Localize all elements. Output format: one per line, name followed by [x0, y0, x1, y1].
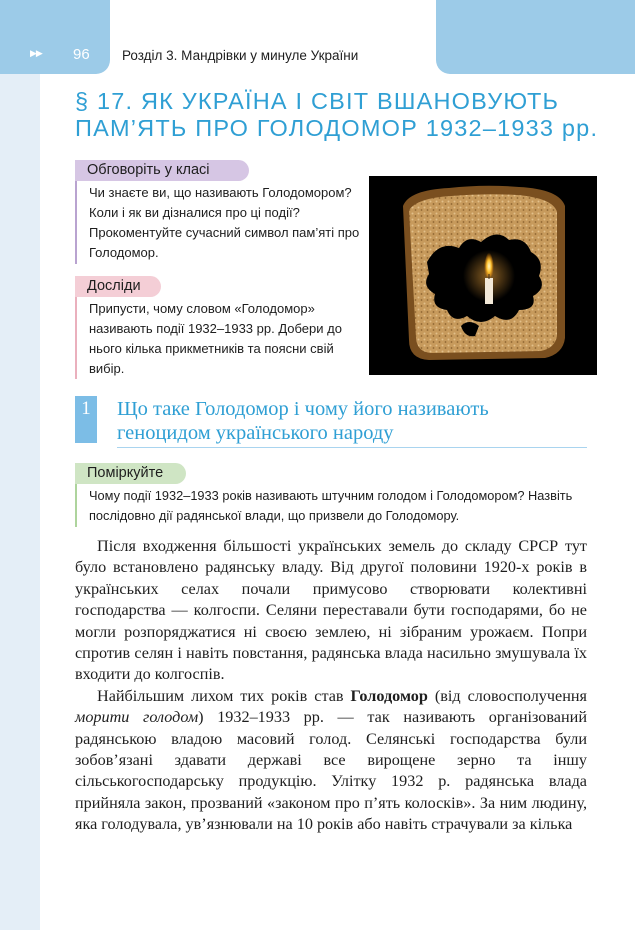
think-box [75, 484, 629, 527]
header-decoration-tab [436, 0, 635, 74]
body-p2-part-a: Найбільшим лихом тих років став [97, 686, 351, 705]
chapter-title: Розділ 3. Мандрівки у минуле України [122, 48, 359, 63]
bread-candle-memorial-image [369, 176, 597, 375]
discuss-text: Чи знаєте ви, що називають Голодомором? Коли і як ви дізналися про ці події? Прокоментуйте сучасний символ пам’яті про Голодомор. [89, 185, 360, 260]
phrase-moryty-holodom: морити голодом [75, 708, 199, 727]
think-badge: Поміркуйте [75, 463, 186, 484]
research-box [75, 297, 369, 379]
discuss-box [75, 181, 374, 264]
term-holodomor: Голодомор [350, 686, 428, 705]
page-margin-strip [0, 0, 40, 930]
body-p2-part-e: ) 1932–1933 рр. — так називають організований радянською владою масовий голод. Селянські господарства були зобов’язані здавати державі все вирощене зерно та іншу сільськогосподарську продукцію. Улітку 1932 р. радянська влада прийняла закон, прозваний «законом про п’ять колосків». За ним людину, яка голодувала, ув’язнювали на 10 років або навіть страчували за кілька [75, 708, 587, 834]
discuss-badge: Обговоріть у класі [75, 160, 249, 181]
bread-candle-icon [369, 176, 597, 375]
research-text: Припусти, чому словом «Голодомор» називають події 1932–1933 рр. Добери до нього кілька прикметників та поясни свій вибір. [89, 301, 342, 376]
subsection-title: Що таке Голодомор і чому його називають геноцидом українського народу [117, 397, 587, 448]
arrows-icon: ▶▶ [30, 48, 42, 58]
body-paragraph-1: Після входження більшості українських земель до складу СРСР тут було встановлено радянську владу. Від другої половини 1920-х років в українських селах почали примусово створювати колективні господарства — колгоспи. Селяни переставали бути господарями, бо не могли розпоряджатися ні своєю землею, ні зібраним урожаєм. Попри спротив селян і навіть повстання, радянська влада насильно змушувала їх входити до колгоспів. [75, 537, 587, 684]
section-title: § 17. ЯК УКРАЇНА І СВІТ ВШАНОВУЮТЬ ПАМ’ЯТЬ ПРО ГОЛОДОМОР 1932–1933 рр. [75, 88, 599, 141]
body-text [75, 536, 587, 836]
page-number: 96 [73, 46, 90, 63]
page-number-tab [0, 0, 110, 74]
think-text: Чому події 1932–1933 років називають штучним голодом і Голодомором? Назвіть послідовно дії радянської влади, що призвели до Голодомору. [89, 488, 573, 523]
subsection-number: 1 [75, 396, 97, 443]
body-paragraph-2 [75, 686, 587, 836]
body-p2-part-c: (від словосполучення [427, 686, 587, 705]
research-badge: Досліди [75, 276, 161, 297]
